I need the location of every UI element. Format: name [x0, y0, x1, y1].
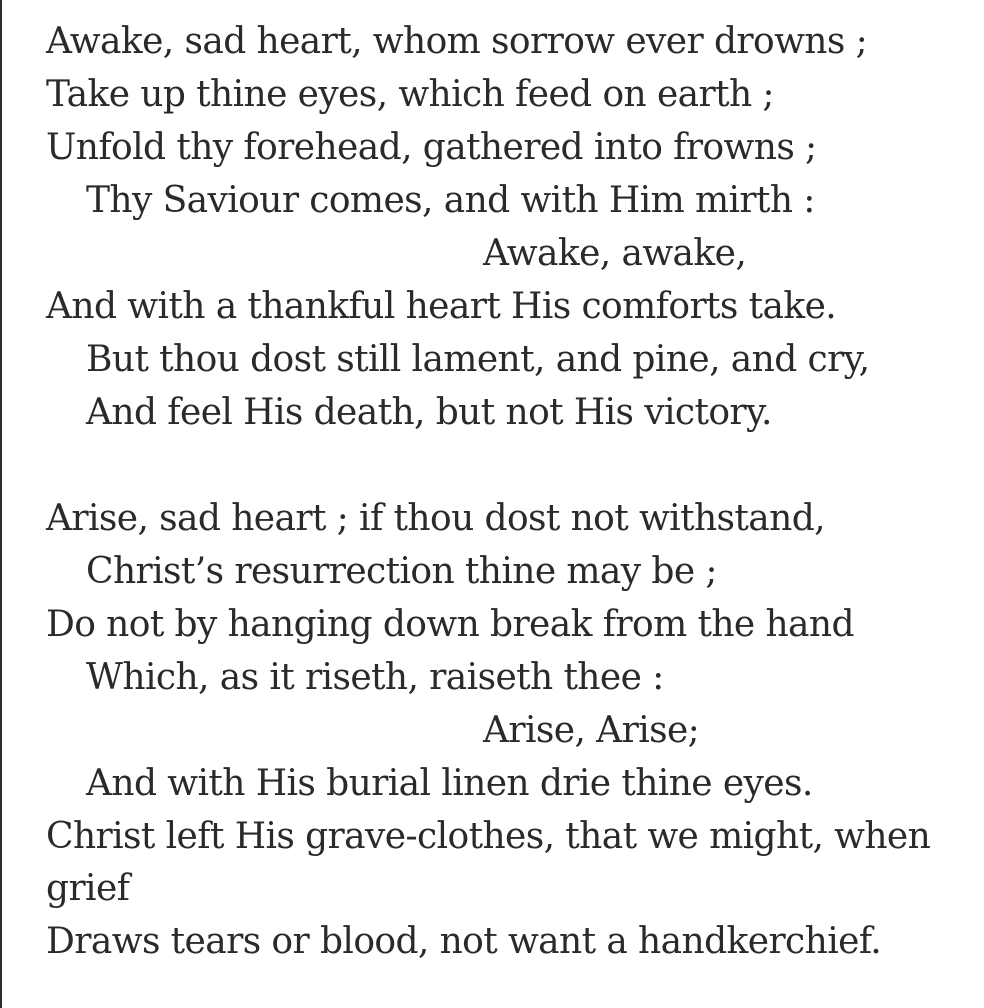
poem-line: Christ’s resurrection thine may be ; — [86, 551, 717, 592]
poem-line: Which, as it riseth, raiseth thee : — [86, 657, 664, 698]
poem-line: grief — [46, 868, 130, 909]
poem-line: Do not by hanging down break from the hand — [46, 604, 854, 645]
poem-line: Thy Saviour comes, and with Him mirth : — [86, 180, 815, 221]
poem-line: And with a thankful heart His comforts take. — [46, 286, 837, 327]
poem-line: Unfold thy forehead, gathered into frowns ; — [46, 127, 817, 168]
poem-line: Christ left His grave-clothes, that we might, when — [46, 816, 931, 857]
poem-line: And with His burial linen drie thine eyes. — [86, 763, 813, 804]
poem-line: But thou dost still lament, and pine, and cry, — [86, 339, 870, 380]
poem-line: Draws tears or blood, not want a handkerchief. — [46, 921, 882, 962]
poem-line: Take up thine eyes, which feed on earth ; — [46, 74, 774, 115]
poem-line: Arise, sad heart ; if thou dost not withstand, — [46, 498, 826, 539]
poem-line: Awake, awake, — [483, 233, 747, 274]
poem-line: And feel His death, but not His victory. — [86, 392, 772, 433]
poem-line: Arise, Arise; — [483, 710, 700, 751]
poem-line: Awake, sad heart, whom sorrow ever drowns ; — [46, 21, 868, 62]
